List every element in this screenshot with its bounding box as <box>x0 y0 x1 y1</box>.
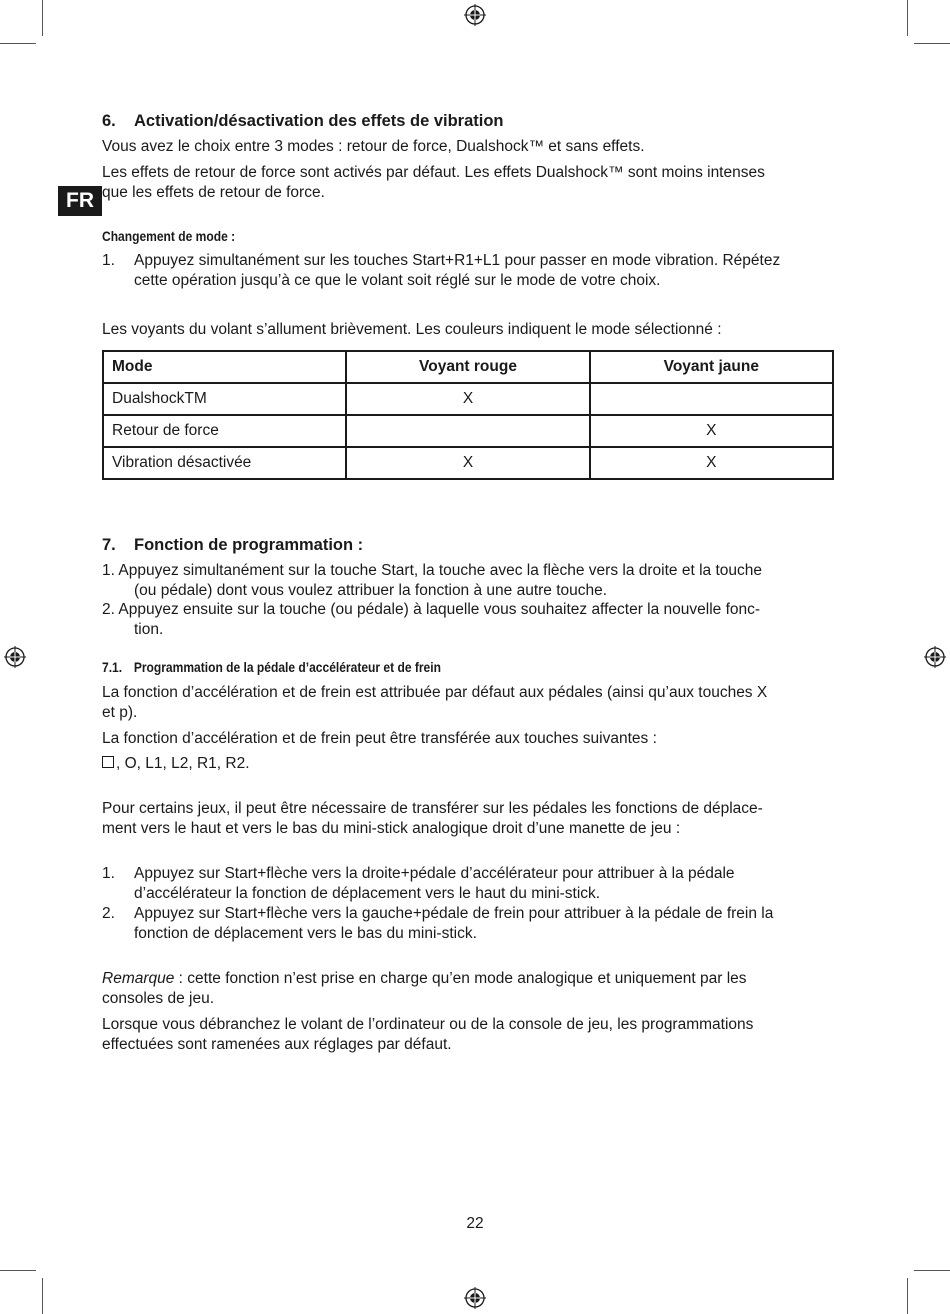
crop-mark <box>907 0 908 36</box>
remark-line: consoles de jeu. <box>102 990 215 1007</box>
step-line: Appuyez sur Start+flèche vers la gauche+pédale de frein pour attribuer à la pédale de frein la <box>134 905 774 922</box>
step-line: Appuyez simultanément sur les touches Start+R1+L1 pour passer en mode vibration. Répétez <box>134 252 781 269</box>
section-title: Fonction de programmation : <box>134 536 364 554</box>
step-number: 2. <box>102 905 115 922</box>
remark-line <box>102 969 834 989</box>
paragraph-line: La fonction d’accélération et de frein est attribuée par défaut aux pédales (ainsi qu’aux touches X <box>102 684 768 701</box>
registration-mark-icon <box>4 646 26 668</box>
numbered-step <box>102 904 834 944</box>
paragraph-line: et p). <box>102 704 138 721</box>
crop-mark <box>0 1270 36 1271</box>
item-line: (ou pédale) dont vous voulez attribuer la fonction à une autre touche. <box>134 582 608 599</box>
subsection-title: Programmation de la pédale d’accélérateur et de frein <box>133 659 441 675</box>
step-line: d’accélérateur la fonction de déplacement vers le haut du mini-stick. <box>134 885 601 902</box>
section-title: Activation/désactivation des effets de vibration <box>134 112 504 130</box>
paragraph-line: ment vers le haut et vers le bas du mini-stick analogique droit d’une manette de jeu : <box>102 820 681 837</box>
remark-text: : cette fonction n’est prise en charge qu’en mode analogique et uniquement par les <box>174 970 747 987</box>
section-6-heading <box>102 111 834 131</box>
crop-mark <box>907 1278 908 1314</box>
language-tab: FR <box>58 186 102 216</box>
paragraph-line: Lorsque vous débranchez le volant de l’ordinateur ou de la console de jeu, les programmations <box>102 1016 754 1033</box>
subsection-number: 7.1. <box>102 659 123 675</box>
table-cell: DualshockTM <box>103 383 346 415</box>
table-cell: X <box>346 447 589 479</box>
crop-mark <box>914 43 950 44</box>
crop-mark <box>42 0 43 36</box>
subsection-heading <box>102 657 732 677</box>
item-line: 2. Appuyez ensuite sur la touche (ou pédale) à laquelle vous souhaitez affecter la nouvelle fonc- <box>102 601 761 618</box>
table-cell: X <box>590 447 833 479</box>
item-line: tion. <box>134 621 164 638</box>
table-cell <box>590 383 833 415</box>
crop-mark <box>42 1278 43 1314</box>
table-cell: Vibration désactivée <box>103 447 346 479</box>
paragraph-line: Pour certains jeux, il peut être nécessaire de transférer sur les pédales les fonctions de déplace- <box>102 800 763 817</box>
section-number: 6. <box>102 112 116 130</box>
table-row <box>103 447 833 479</box>
numbered-item <box>102 600 834 640</box>
step-line: cette opération jusqu’à ce que le volant soit réglé sur le mode de votre choix. <box>134 272 661 289</box>
registration-mark-icon <box>464 1287 486 1309</box>
paragraph-line: effectuées sont ramenées aux réglages par défaut. <box>102 1036 452 1053</box>
registration-mark-icon <box>464 4 486 26</box>
step-number: 1. <box>102 865 115 882</box>
table-header: Voyant jaune <box>590 351 833 383</box>
remark-label: Remarque <box>102 970 175 987</box>
section-7-heading <box>102 535 834 555</box>
table-cell <box>346 415 589 447</box>
paragraph-line: que les effets de retour de force. <box>102 184 325 201</box>
crop-mark <box>914 1270 950 1271</box>
item-line: 1. Appuyez simultanément sur la touche Start, la touche avec la flèche vers la droite et la touche <box>102 562 762 579</box>
step-line: Appuyez sur Start+flèche vers la droite+pédale d’accélérateur pour attribuer à la pédale <box>134 865 735 882</box>
mode-table-wrapper <box>102 350 834 480</box>
step-line: fonction de déplacement vers le bas du mini-stick. <box>134 925 477 942</box>
registration-mark-icon <box>924 646 946 668</box>
crop-mark <box>0 43 36 44</box>
table-row <box>103 415 833 447</box>
table-header-row <box>103 351 833 383</box>
paragraph: Vous avez le choix entre 3 modes : retour de force, Dualshock™ et sans effets. <box>102 138 645 155</box>
square-button-icon <box>102 756 114 768</box>
table-header: Voyant rouge <box>346 351 589 383</box>
table-cell: X <box>346 383 589 415</box>
numbered-item <box>102 561 834 601</box>
subheading: Changement de mode : <box>102 228 236 244</box>
numbered-step <box>102 864 834 904</box>
table-cell: X <box>590 415 833 447</box>
remark <box>102 969 834 1009</box>
numbered-step <box>102 251 834 291</box>
mode-table <box>102 350 834 480</box>
step-number: 1. <box>102 252 115 269</box>
paragraph: La fonction d’accélération et de frein peut être transférée aux touches suivantes : <box>102 730 657 747</box>
paragraph: Les voyants du volant s’allument brièvement. Les couleurs indiquent le mode sélectionné : <box>102 321 722 338</box>
table-row <box>103 383 833 415</box>
table-cell: Retour de force <box>103 415 346 447</box>
table-header: Mode <box>103 351 346 383</box>
section-number: 7. <box>102 536 116 554</box>
key-list <box>102 754 834 774</box>
key-list-text: , O, L1, L2, R1, R2. <box>116 755 250 772</box>
paragraph-line: Les effets de retour de force sont activés par défaut. Les effets Dualshock™ sont moins intenses <box>102 164 765 181</box>
page-number: 22 <box>466 1215 484 1232</box>
